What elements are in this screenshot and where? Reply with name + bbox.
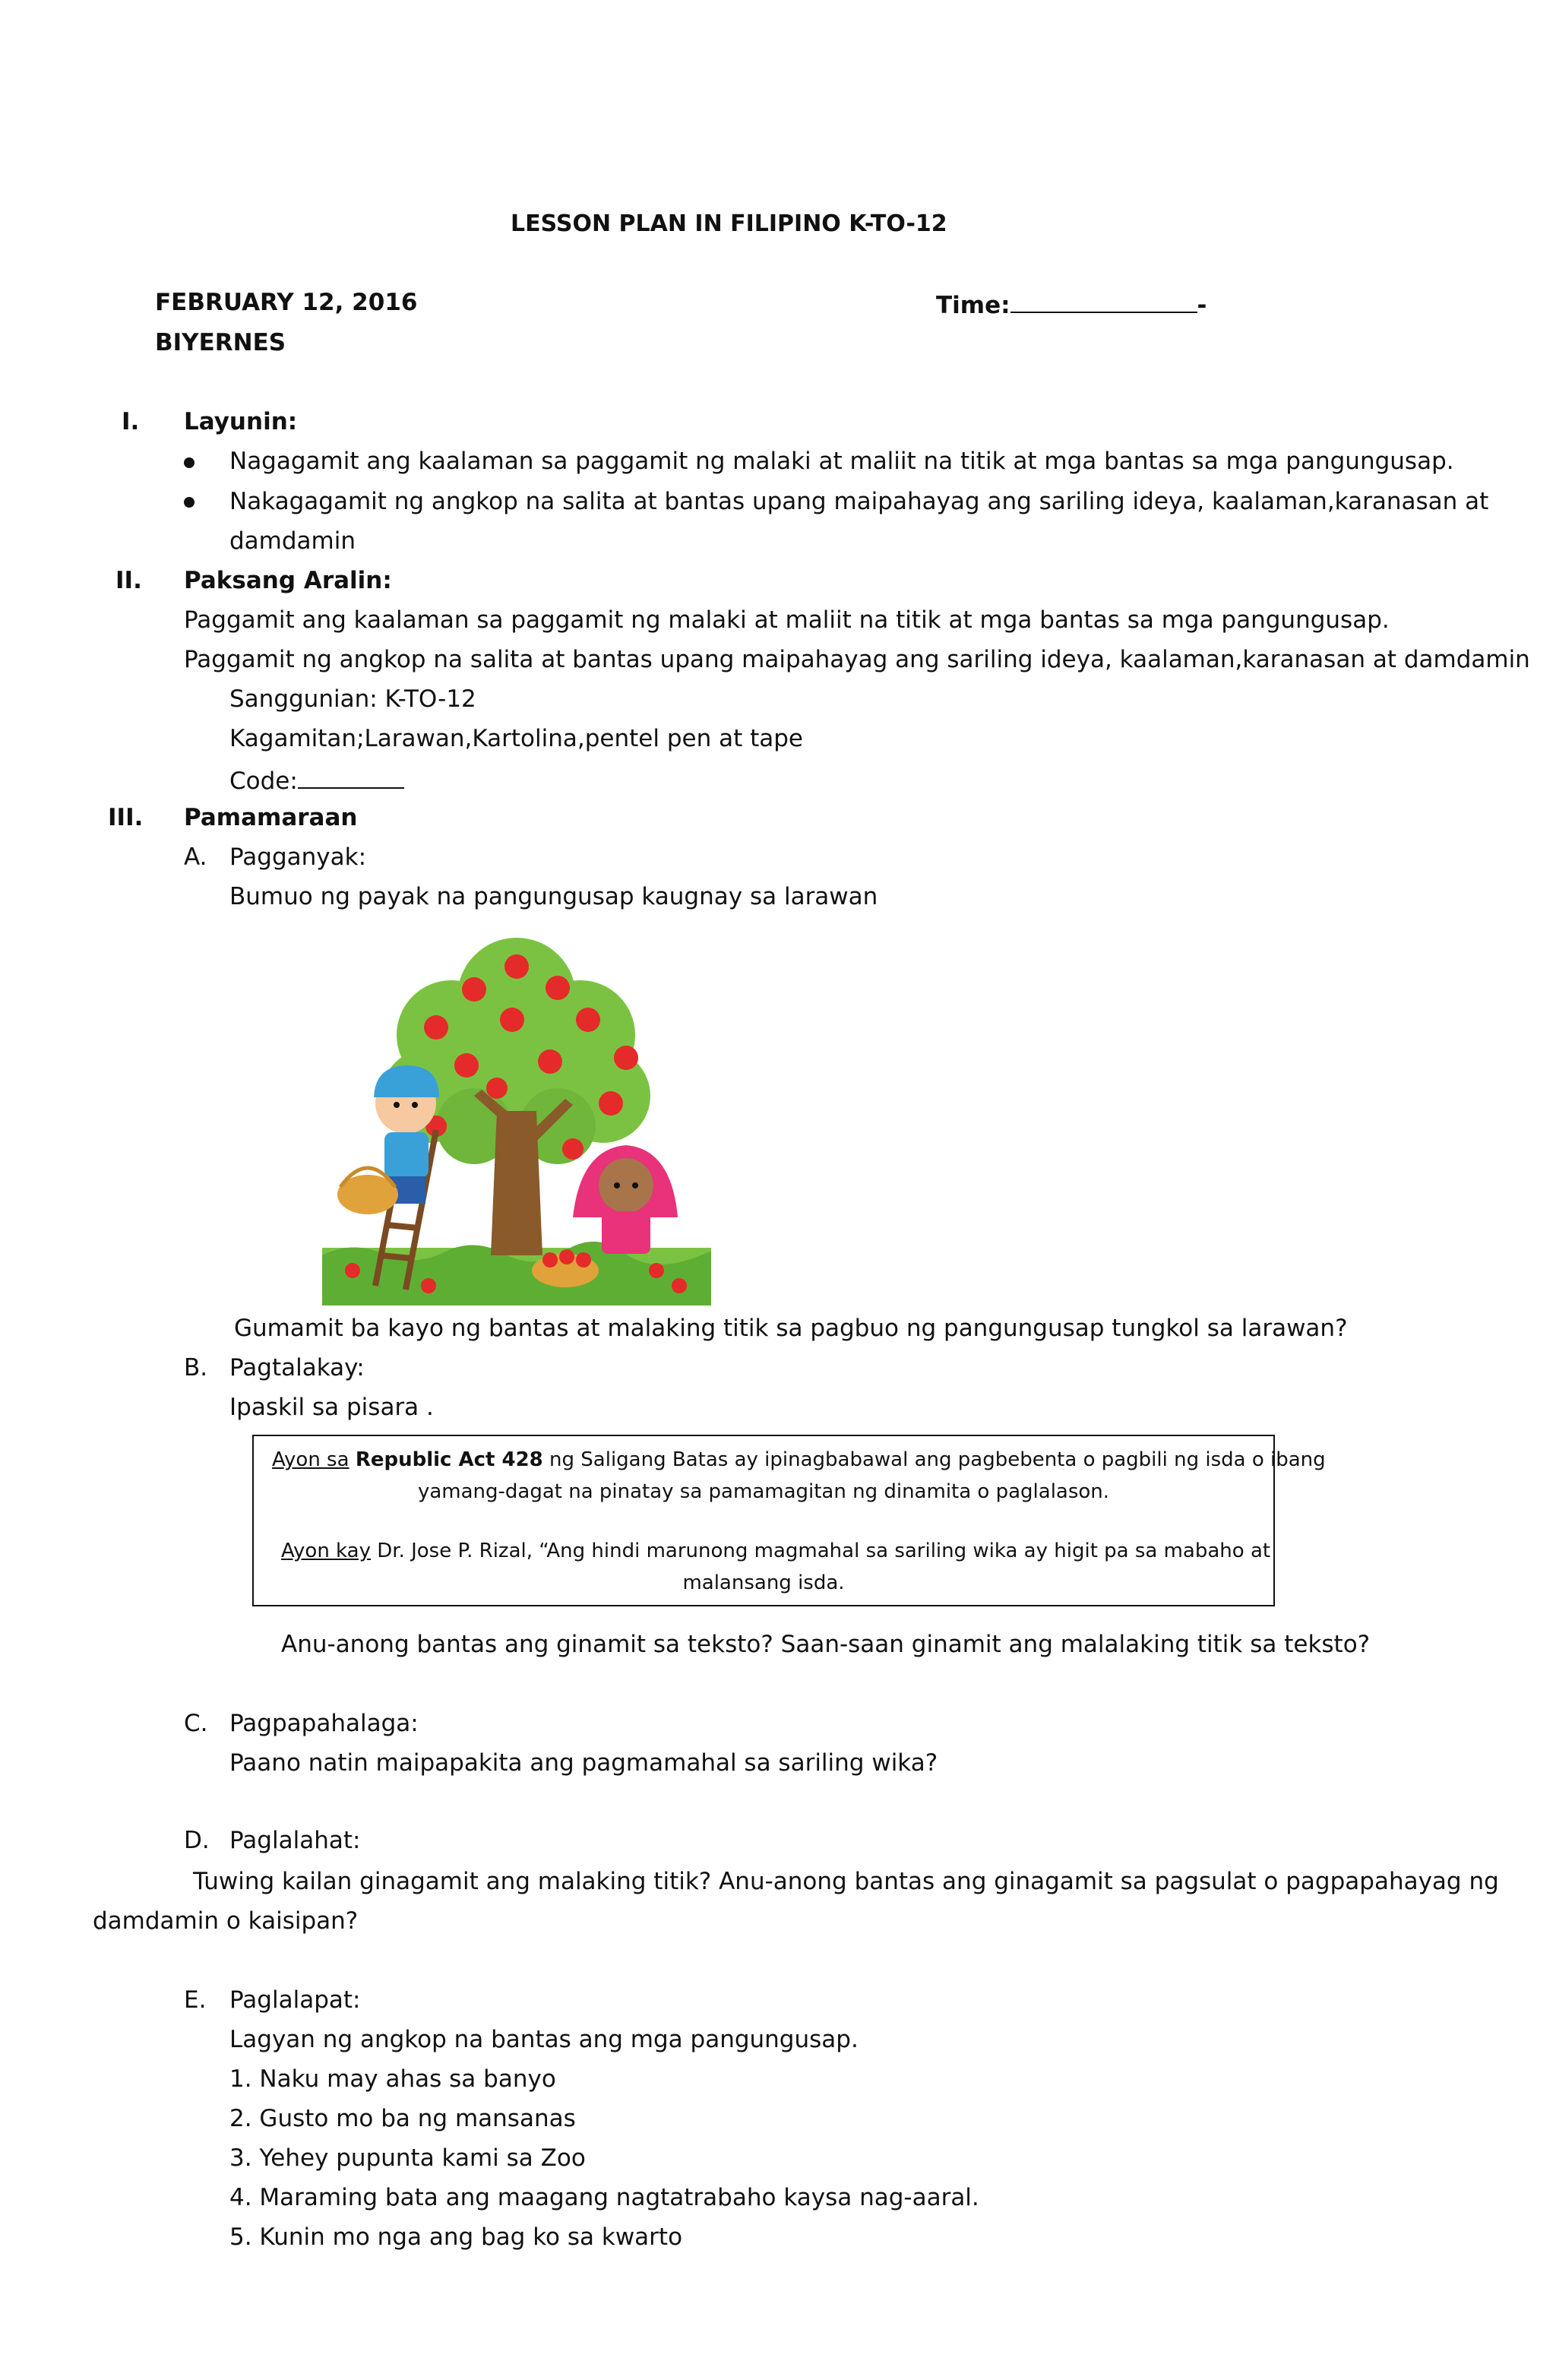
step-b-question: Anu-anong bantas ang ginamit sa teksto? Saan-saan ginamit ang malalaking titik sa teksto? — [281, 1631, 1371, 1658]
code-blank — [298, 764, 404, 789]
quote-1-line-2: yamang-dagat na pinatay sa pamamagitan ng dinamita o paglalason. — [417, 1480, 1110, 1503]
quote-1-bold: Republic Act 428 — [355, 1448, 543, 1471]
objective-2: Nakagagamit ng angkop na salita at bantas upang maipahayag ang sariling ideya, kaalaman,karanasan at — [229, 488, 1489, 515]
step-e-text: Lagyan ng angkop na bantas ang mga pangungusap. — [229, 2026, 859, 2053]
day: BIYERNES — [155, 329, 286, 356]
objective-1: Nagagamit ang kaalaman sa paggamit ng malaki at maliit na titik at mga bantas sa mga pangungusap. — [229, 448, 1454, 475]
time-blank — [1010, 289, 1197, 313]
exercise-item: 4. Maraming bata ang maagang nagtatrabaho kaysa nag-aaral. — [229, 2184, 979, 2211]
quote-2-line-1 — [281, 1540, 1270, 1563]
step-d-letter: D. — [184, 1827, 210, 1854]
exercise-item: 2. Gusto mo ba ng mansanas — [229, 2105, 576, 2132]
step-b-text: Ipaskil sa pisara . — [229, 1394, 434, 1421]
time-field — [936, 289, 1207, 320]
section-2-heading: Paksang Aralin: — [184, 567, 392, 594]
quote-2-line-2: malansang isda. — [682, 1571, 845, 1594]
girl — [573, 1145, 678, 1254]
step-d-text-line-2: damdamin o kaisipan? — [93, 1907, 359, 1935]
time-dash: - — [1197, 292, 1207, 319]
code-label: Code: — [229, 767, 298, 795]
time-label: Time: — [936, 292, 1010, 319]
step-a-text: Bumuo ng payak na pangungusap kaugnay sa larawan — [229, 883, 878, 910]
date: FEBRUARY 12, 2016 — [155, 289, 418, 316]
step-a-question: Gumamit ba kayo ng bantas at malaking titik sa pagbuo ng pangungusap tungkol sa larawan? — [234, 1315, 1348, 1342]
apple-tree-illustration — [322, 929, 711, 1306]
quote-1-prefix: Ayon sa — [272, 1448, 349, 1471]
reference: Sanggunian: K-TO-12 — [229, 685, 476, 713]
step-a-label: Pagganyak: — [229, 843, 367, 871]
section-2-number: II. — [115, 567, 142, 594]
section-1-heading: Layunin: — [184, 408, 298, 435]
objective-2-continued: damdamin — [229, 527, 356, 555]
quote-2-prefix: Ayon kay — [281, 1540, 371, 1562]
step-c-letter: C. — [184, 1710, 208, 1737]
quote-1-rest: ng Saligang Batas ay ipinagbabawal ang pagbebenta o pagbili ng isda o ibang — [549, 1448, 1326, 1471]
materials: Kagamitan;Larawan,Kartolina,pentel pen at tape — [229, 725, 803, 752]
quote-box — [252, 1435, 1326, 1606]
step-d-label: Paglalahat: — [229, 1827, 361, 1854]
page-title: LESSON PLAN IN FILIPINO K-TO-12 — [511, 210, 947, 237]
step-c-text: Paano natin maipapakita ang pagmamahal sa sariling wika? — [229, 1749, 938, 1777]
exercise-item: 3. Yehey pupunta kami sa Zoo — [229, 2144, 586, 2172]
bullet-icon — [184, 457, 194, 468]
exercise-item: 5. Kunin mo nga ang bag ko sa kwarto — [229, 2223, 683, 2251]
bullet-icon — [184, 497, 194, 508]
code-field — [229, 764, 404, 796]
section-3-heading: Pamamaraan — [184, 804, 358, 831]
step-b-letter: B. — [184, 1354, 208, 1381]
step-e-letter: E. — [184, 1986, 207, 2014]
topic-line-2: Paggamit ng angkop na salita at bantas upang maipahayag ang sariling ideya, kaalaman,karanasan at damdamin — [184, 646, 1530, 673]
quote-2-rest: Dr. Jose P. Rizal, “Ang hindi marunong magmahal sa sariling wika ay higit pa sa mabaho at — [377, 1540, 1271, 1562]
section-3-number: III. — [108, 804, 144, 831]
step-d-text-line-1: Tuwing kailan ginagamit ang malaking titik? Anu-anong bantas ang ginagamit sa pagsulat o pagpapahayag ng — [193, 1868, 1499, 1895]
quote-1-line-1 — [272, 1448, 1326, 1472]
step-b-label: Pagtalakay: — [229, 1354, 365, 1381]
exercise-item: 1. Naku may ahas sa banyo — [229, 2065, 556, 2093]
step-a-letter: A. — [184, 843, 207, 871]
step-c-label: Pagpapahalaga: — [229, 1710, 419, 1737]
section-1-number: I. — [122, 408, 140, 435]
step-e-label: Paglalapat: — [229, 1986, 361, 2014]
topic-line-1: Paggamit ang kaalaman sa paggamit ng malaki at maliit na titik at mga bantas sa mga pangungusap. — [184, 606, 1390, 634]
